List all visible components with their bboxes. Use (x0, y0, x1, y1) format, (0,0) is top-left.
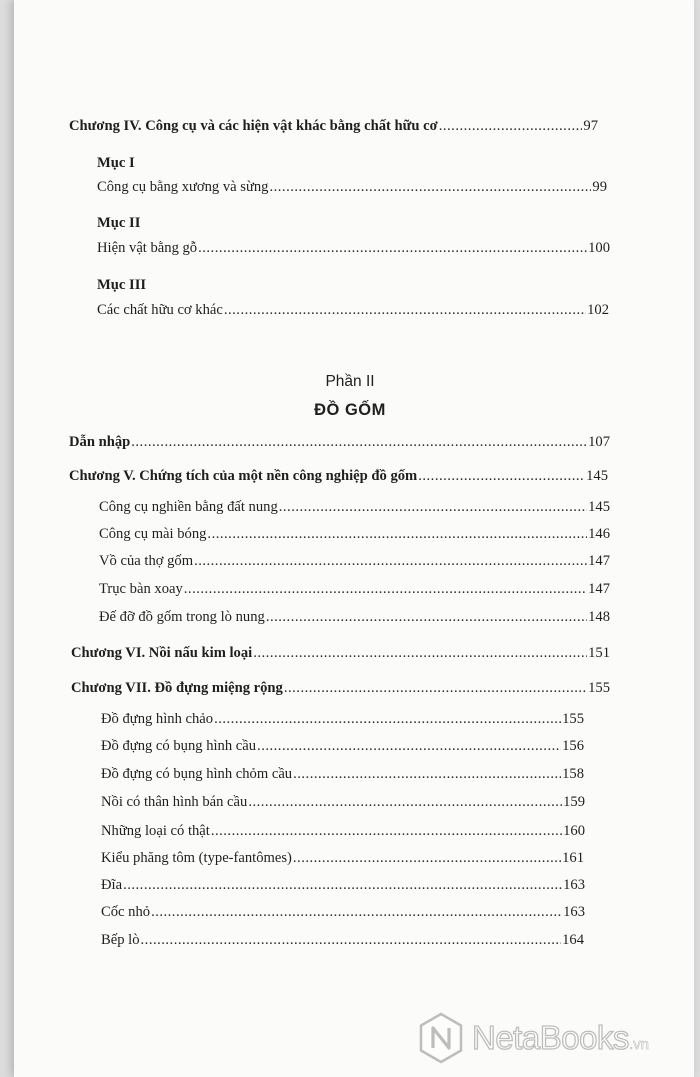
dot-leader (418, 467, 585, 485)
toc-entry-page: 160 (563, 823, 585, 839)
dot-leader (211, 822, 562, 840)
dot-leader (194, 552, 587, 570)
watermark-brand (472, 1019, 649, 1057)
toc-entry-section-1 (97, 178, 607, 196)
toc-entry (101, 710, 584, 728)
toc-entry-title: Công cụ bằng xương và sừng (97, 179, 269, 195)
toc-entry-chapter-7 (71, 679, 610, 697)
dot-leader (257, 737, 561, 755)
toc-entry-page: 158 (562, 766, 584, 782)
toc-entry-page: 147 (588, 581, 610, 597)
dot-leader (131, 433, 587, 451)
toc-entry-title: Trục bàn xoay (99, 581, 183, 597)
toc-entry (99, 498, 610, 516)
dot-leader (207, 525, 587, 543)
part-label: Phần II (325, 373, 375, 390)
toc-entry-title: Đồ đựng có bụng hình chỏm cầu (101, 766, 293, 782)
toc-entry-title: Chương IV. Công cụ và các hiện vật khác bằng chất hữu cơ (69, 118, 438, 134)
toc-entry-page: 164 (562, 932, 584, 948)
toc-entry-page: 163 (563, 877, 585, 893)
toc-entry-chapter-6 (71, 644, 610, 662)
toc-entry-title: Đĩa (101, 877, 123, 893)
toc-entry (101, 903, 585, 921)
toc-entry (101, 876, 585, 894)
dot-leader (284, 679, 587, 697)
toc-entry-title: Những loại có thật (101, 823, 210, 839)
section-label-2: Mục II (97, 215, 141, 231)
section-label-3: Mục III (97, 277, 147, 293)
toc-entry-page: 145 (588, 499, 610, 515)
toc-entry-page: 161 (562, 850, 584, 866)
toc-entry-page: 151 (588, 645, 610, 661)
toc-entry-title: Nồi có thân hình bán cầu (101, 794, 248, 810)
toc-entry-page: 145 (586, 468, 608, 484)
toc-entry-title: Chương V. Chứng tích của một nền công nghiệp đồ gốm (69, 468, 418, 484)
toc-entry-page: 159 (563, 794, 585, 810)
hexagon-n-logo-icon (418, 1012, 464, 1064)
dot-leader (279, 498, 587, 516)
toc-entry-title: Vồ của thợ gốm (99, 553, 194, 569)
dot-leader (151, 903, 562, 921)
toc-entry-section-2 (97, 239, 610, 257)
toc-entry-title: Chương VII. Đồ đựng miệng rộng (71, 680, 283, 696)
toc-entry (99, 608, 610, 626)
watermark-brand-name: NetaBooks (472, 1019, 629, 1056)
toc-entry-title: Công cụ nghiền bằng đất nung (99, 499, 278, 515)
toc-entry-page: 155 (562, 711, 584, 727)
toc-entry-title: Bếp lò (101, 932, 140, 948)
dot-leader (123, 876, 562, 894)
toc-entry-page: 100 (588, 240, 610, 256)
dot-leader (224, 301, 586, 319)
toc-entry-page: 163 (563, 904, 585, 920)
toc-entry-page: 102 (587, 302, 609, 318)
dot-leader (214, 710, 561, 728)
toc-entry-title: Cốc nhỏ (101, 904, 151, 920)
toc-entry-page: 147 (588, 553, 610, 569)
toc-entry-title: Đồ đựng hình chảo (101, 711, 214, 727)
toc-entry (101, 849, 584, 867)
toc-entry (101, 793, 585, 811)
toc-entry-page: 107 (588, 434, 610, 450)
toc-entry-section-3 (97, 301, 609, 319)
toc-entry-page: 99 (592, 179, 607, 195)
dot-leader (253, 644, 587, 662)
toc-entry (101, 822, 585, 840)
toc-entry-page: 97 (583, 118, 598, 134)
dot-leader (293, 849, 561, 867)
dot-leader (266, 608, 587, 626)
toc-entry-chapter-4 (69, 117, 598, 135)
toc-entry-title: Hiện vật bằng gỗ (97, 240, 198, 256)
dot-leader (248, 793, 562, 811)
dot-leader (141, 931, 562, 949)
toc-entry-title: Chương VI. Nồi nấu kim loại (71, 645, 253, 661)
toc-entry-page: 155 (588, 680, 610, 696)
toc-entry-title: Công cụ mài bóng (99, 526, 207, 542)
toc-entry-page: 146 (588, 526, 610, 542)
section-label-1: Mục I (97, 155, 135, 171)
toc-entry-title: Dẫn nhập (69, 434, 131, 450)
toc-entry (101, 931, 584, 949)
toc-entry (99, 525, 610, 543)
toc-entry (101, 765, 584, 783)
toc-entry-page: 156 (562, 738, 584, 754)
toc-entry-page: 148 (588, 609, 610, 625)
toc-entry (99, 552, 610, 570)
dot-leader (269, 178, 591, 196)
toc-entry-title: Kiểu phăng tôm (type-fantômes) (101, 850, 292, 866)
toc-entry-intro (69, 433, 610, 451)
watermark (418, 1010, 649, 1066)
toc-entry-title: Đồ đựng có bụng hình cầu (101, 738, 257, 754)
toc-entry-title: Đế đỡ đồ gốm trong lò nung (99, 609, 265, 625)
dot-leader (439, 117, 583, 135)
watermark-suffix: .vn (628, 1036, 649, 1053)
toc-entry-chapter-5 (69, 467, 608, 485)
toc-entry (101, 737, 584, 755)
dot-leader (184, 580, 587, 598)
part-title: ĐỒ GỐM (314, 401, 386, 419)
dot-leader (198, 239, 587, 257)
toc-entry (99, 580, 610, 598)
dot-leader (293, 765, 561, 783)
toc-entry-title: Các chất hữu cơ khác (97, 302, 223, 318)
